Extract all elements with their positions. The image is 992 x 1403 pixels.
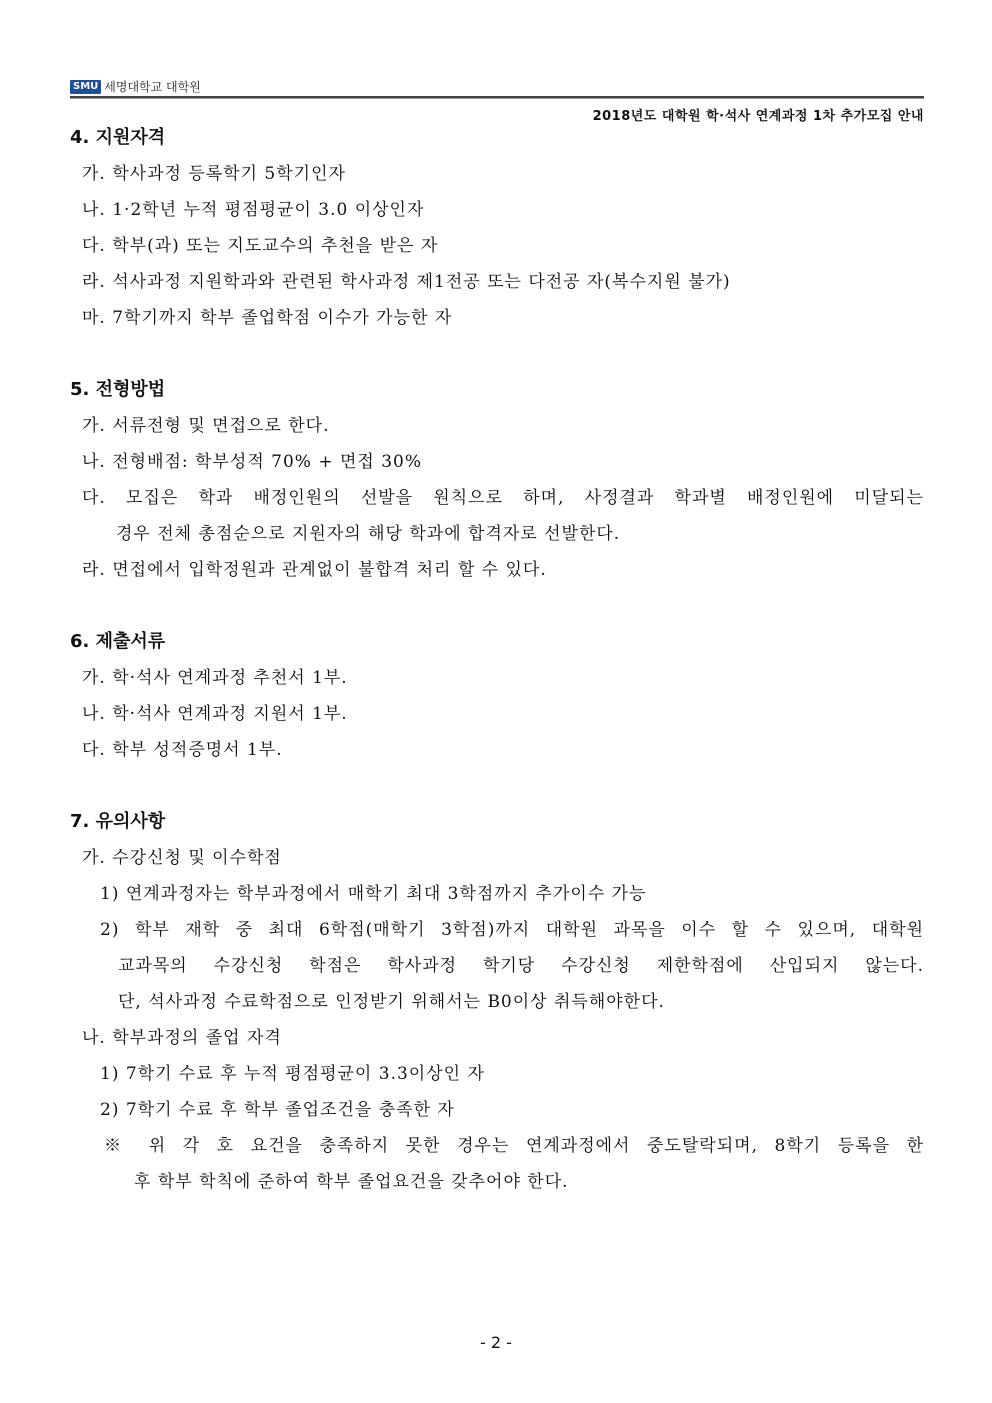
university-name: 세명대학교 대학원 xyxy=(104,80,201,94)
section-title-4: 4. 지원자격 xyxy=(70,127,166,148)
section-5-item: 다. 모집은 학과 배정인원의 선발을 원칙으로 하며, 사정결과 학과별 배정인원에 미달되는 xyxy=(82,488,924,508)
section-7-note-continued: 후 학부 학칙에 준하여 학부 졸업요건을 갖추어야 한다. xyxy=(134,1172,569,1192)
section-7-subheading: 나. 학부과정의 졸업 자격 xyxy=(82,1028,282,1048)
section-5-item: 가. 서류전형 및 면접으로 한다. xyxy=(82,416,330,436)
section-6-item: 다. 학부 성적증명서 1부. xyxy=(82,740,283,760)
section-7-subitem: 2) 학부 재학 중 최대 6학점(매학기 3학점)까지 대학원 과목을 이수 할 수 있으며, 대학원 xyxy=(100,920,924,940)
smu-logo-mark: SMU xyxy=(70,80,101,94)
section-5-item-continued: 경우 전체 총점순으로 지원자의 해당 학과에 합격자로 선발한다. xyxy=(116,524,621,544)
section-7-subitem-continued: 단, 석사과정 수료학점으로 인정받기 위해서는 B0이상 취득해야한다. xyxy=(118,992,665,1012)
section-4-item: 라. 석사과정 지원학과와 관련된 학사과정 제1전공 또는 다전공 자(복수지원 불가) xyxy=(82,272,731,292)
page-number: - 2 - xyxy=(480,1333,512,1352)
section-7-note: ※ 위 각 호 요건을 충족하지 못한 경우는 연계과정에서 중도탈락되며, 8학기 등록을 한 xyxy=(104,1136,924,1156)
section-4-item: 다. 학부(과) 또는 지도교수의 추천을 받은 자 xyxy=(82,236,439,256)
section-7-subitem: 2) 7학기 수료 후 학부 졸업조건을 충족한 자 xyxy=(100,1100,455,1120)
section-4-item: 나. 1·2학년 누적 평점평균이 3.0 이상인자 xyxy=(82,200,425,220)
section-5-item: 나. 전형배점: 학부성적 70% + 면접 30% xyxy=(82,452,423,472)
document-body xyxy=(70,120,924,1200)
section-title-6: 6. 제출서류 xyxy=(70,631,166,652)
header-divider xyxy=(70,96,924,99)
section-7-subheading: 가. 수강신청 및 이수학점 xyxy=(82,848,282,868)
section-7-subitem: 1) 연계과정자는 학부과정에서 매학기 최대 3학점까지 추가이수 가능 xyxy=(100,884,647,904)
section-6-item: 나. 학·석사 연계과정 지원서 1부. xyxy=(82,704,348,724)
document-subtitle: 2018년도 대학원 학·석사 연계과정 1차 추가모집 안내 xyxy=(592,109,924,124)
section-title-7: 7. 유의사항 xyxy=(70,811,166,832)
section-4-item: 마. 7학기까지 학부 졸업학점 이수가 가능한 자 xyxy=(82,308,453,328)
section-4-item: 가. 학사과정 등록학기 5학기인자 xyxy=(82,164,346,184)
section-5-item: 라. 면접에서 입학정원과 관계없이 불합격 처리 할 수 있다. xyxy=(82,560,547,580)
section-7-subitem-continued: 교과목의 수강신청 학점은 학사과정 학기당 수강신청 제한학점에 산입되지 않는다. xyxy=(118,956,924,976)
university-logo xyxy=(70,78,201,95)
page-header xyxy=(70,74,924,98)
section-title-5: 5. 전형방법 xyxy=(70,379,166,400)
section-6-item: 가. 학·석사 연계과정 추천서 1부. xyxy=(82,668,348,688)
section-7-subitem: 1) 7학기 수료 후 누적 평점평균이 3.3이상인 자 xyxy=(100,1064,485,1084)
